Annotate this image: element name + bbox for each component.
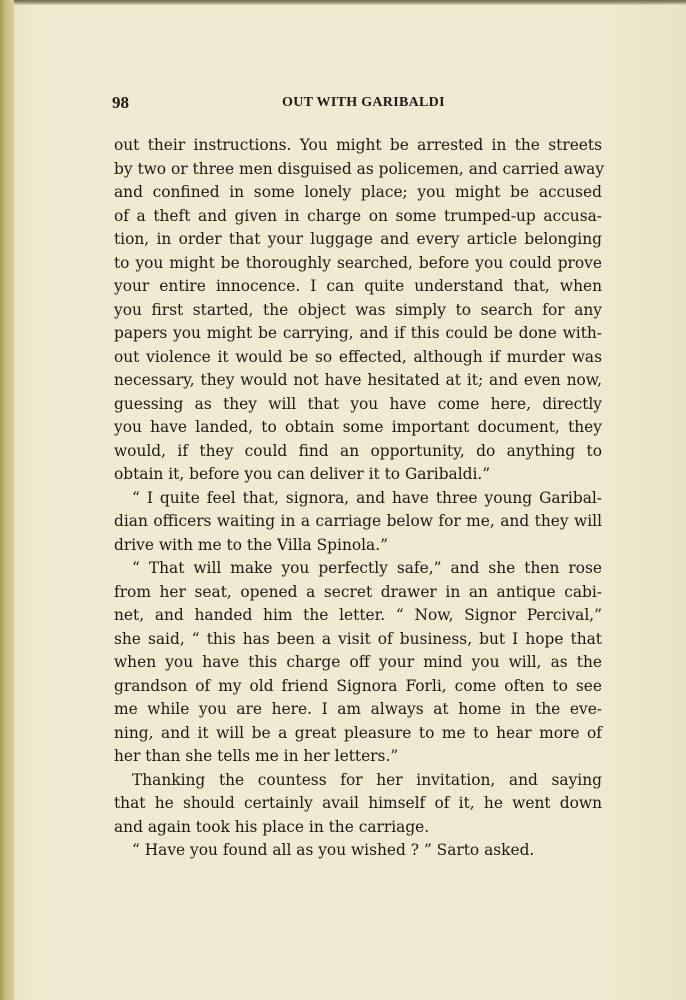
text-line: her than she tells me in her letters.” [114, 747, 399, 765]
text-line: out their instructions. You might be arrested in the streets [114, 136, 602, 154]
text-line: ning, and it will be a great pleasure to me to hear more of [114, 723, 602, 742]
text-line: your entire innocence. I can quite understand that, when [114, 277, 602, 295]
text-line: grandson of my old friend Signora Forli, come often to see [114, 676, 602, 695]
text-line: you first started, the object was simply to search for any [114, 300, 602, 319]
text-line: “ That will make you perfectly safe,” and she then rose [132, 559, 602, 577]
page-number: 98 [112, 93, 129, 112]
page-header [112, 93, 602, 117]
text-line: drive with me to the Villa Spinola.” [114, 535, 388, 554]
text-line: when you have this charge off your mind you will, as the [114, 653, 602, 671]
text-line: “ Have you found all as you wished ? ” Sarto asked. [132, 841, 535, 859]
text-line: guessing as they will that you have come here, directly [114, 394, 602, 413]
text-line: dian officers waiting in a carriage below for me, and they will [114, 512, 602, 530]
text-line: and again took his place in the carriage. [114, 817, 430, 836]
text-line: “ I quite feel that, signora, and have three young Garibal- [132, 488, 602, 507]
text-line: Thanking the countess for her invitation, and saying [132, 770, 602, 789]
page-spine-edge [0, 0, 14, 1000]
text-line: net, and handed him the letter. “ Now, Signor Percival,” [114, 606, 602, 624]
text-line: out violence it would be so effected, although if murder was [114, 347, 602, 366]
text-line: to you might be thoroughly searched, before you could prove [114, 253, 602, 272]
running-head: OUT WITH GARIBALDI [282, 95, 445, 110]
text-line: that he should certainly avail himself of it, he went down [114, 794, 602, 812]
page-top-edge [14, 0, 686, 5]
text-line: me while you are here. I am always at home in the eve- [114, 700, 602, 718]
body-text [114, 134, 605, 863]
text-line: papers you might be carrying, and if this could be done with- [114, 324, 602, 342]
text-line: tion, in order that your luggage and every article belonging [114, 230, 602, 248]
text-line: you have landed, to obtain some important document, they [114, 418, 602, 436]
text-line: from her seat, opened a secret drawer in an antique cabi- [114, 582, 602, 601]
text-line: she said, “ this has been a visit of business, but I hope that [114, 629, 602, 648]
text-line: of a theft and given in charge on some trumped-up accusa- [114, 206, 602, 225]
text-line: by two or three men disguised as policemen, and carried away [114, 159, 605, 178]
text-line: would, if they could find an opportunity, do anything to [114, 441, 602, 460]
text-line: obtain it, before you can deliver it to Garibaldi.” [114, 465, 491, 483]
text-line: and confined in some lonely place; you might be accused [114, 183, 602, 201]
text-line: necessary, they would not have hesitated at it; and even now, [114, 371, 602, 389]
